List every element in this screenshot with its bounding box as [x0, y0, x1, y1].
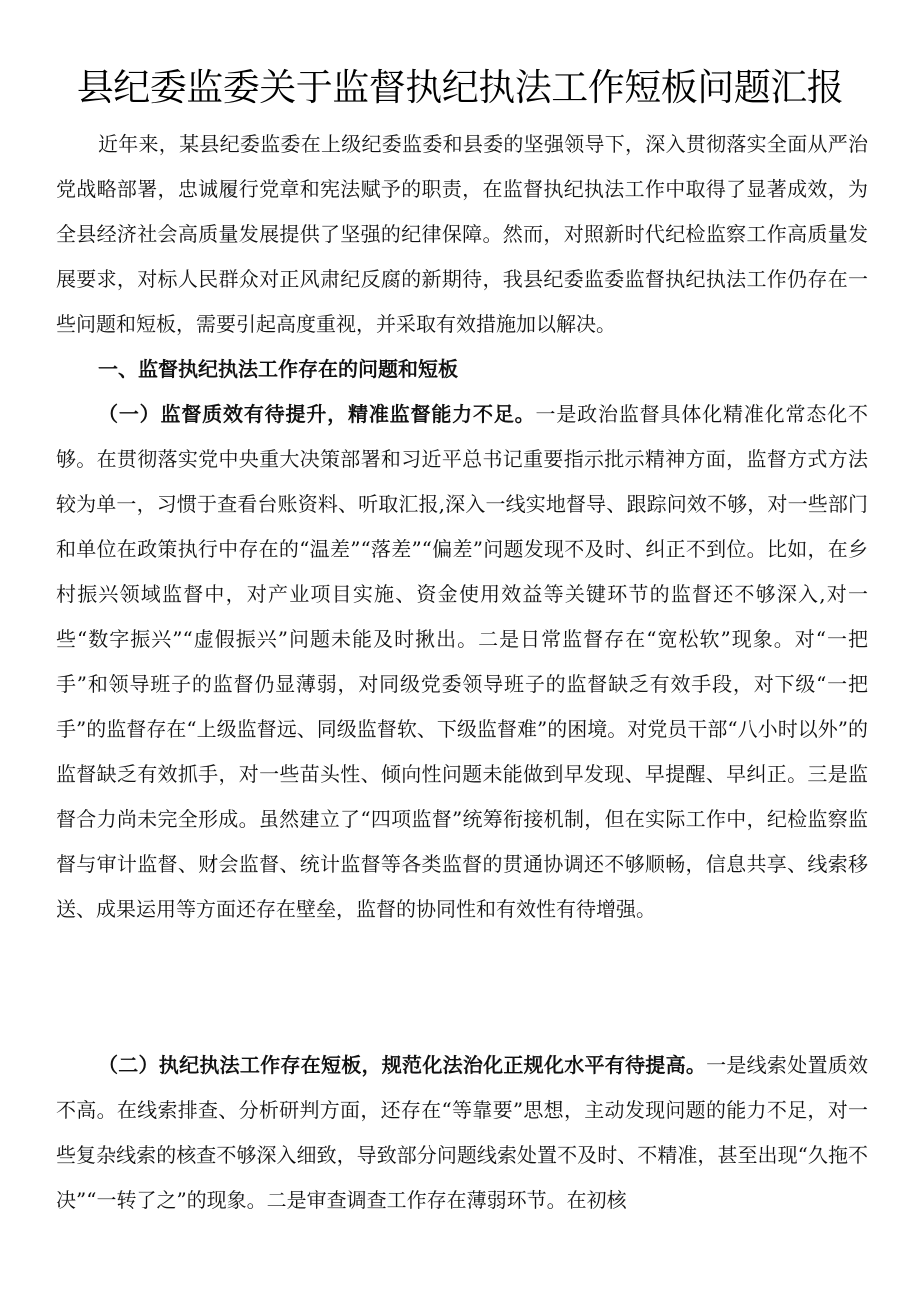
document-title: 县纪委监委关于监督执纪执法工作短板问题汇报 [76, 66, 844, 109]
subsection-paragraph-1 [56, 392, 868, 1043]
subsection-paragraph-2 [56, 1043, 868, 1243]
subsection-1-text: 一是政治监督具体化精准化常态化不够。在贯彻落实党中央重大决策部署和习近平总书记重要指示批示精神方面，监督方式方法较为单一，习惯于查看台账资料、听取汇报,深入一线实地督导、跟踪问效不够，对一些部门和单位在政策执行中存在的“温差”“落差”“偏差”问题发现不及时、纠正不到位。比如，在乡村振兴领域监督中，对产业项目实施、资金使用效益等关键环节的监督还不够深入,对一些“数字振兴”“虚假振兴”问题未能及时揪出。二是日常监督存在“宽松软”现象。对“一把手”和领导班子的监督仍显薄弱，对同级党委领导班子的监督缺乏有效手段，对下级“一把手”的监督存在“上级监督远、同级监督软、下级监督难”的困境。对党员干部“八小时以外”的监督缺乏有效抓手，对一些苗头性、倾向性问题未能做到早发现、早提醒、早纠正。三是监督合力尚未完全形成。虽然建立了“四项监督”统筹衔接机制，但在实际工作中，纪检监察监督与审计监督、财会监督、统计监督等各类监督的贯通协调还不够顺畅，信息共享、线索移送、成果运用等方面还存在壁垒，监督的协同性和有效性有待增强。 [56, 402, 868, 921]
subsection-2-lead: （二）执纪执法工作存在短板，规范化法治化正规化水平有待提高。 [98, 1053, 707, 1077]
intro-paragraph: 近年来，某县纪委监委在上级纪委监委和县委的坚强领导下，深入贯彻落实全面从严治党战略部署，忠诚履行党章和宪法赋予的职责，在监督执纪执法工作中取得了显著成效，为全县经济社会高质量发展提供了坚强的纪律保障。然而，对照新时代纪检监察工作高质量发展要求，对标人民群众对正风肃纪反腐的新期待，我县纪委监委监督执纪执法工作仍存在一些问题和短板，需要引起高度重视，并采取有效措施加以解决。 [56, 132, 868, 336]
subsection-2-text: 一是线索处置质效不高。在线索排查、分析研判方面，还存在“等靠要”思想，主动发现问题的能力不足，对一些复杂线索的核查不够深入细致，导致部分问题线索处置不及时、不精准，甚至出现“久拖不决”“一转了之”的现象。二是审查调查工作存在薄弱环节。在初核 [56, 1053, 868, 1212]
section-heading-1: 一、监督执纪执法工作存在的问题和短板 [98, 357, 458, 381]
subsection-1-lead: （一）监督质效有待提升，精准监督能力不足。 [98, 402, 536, 426]
